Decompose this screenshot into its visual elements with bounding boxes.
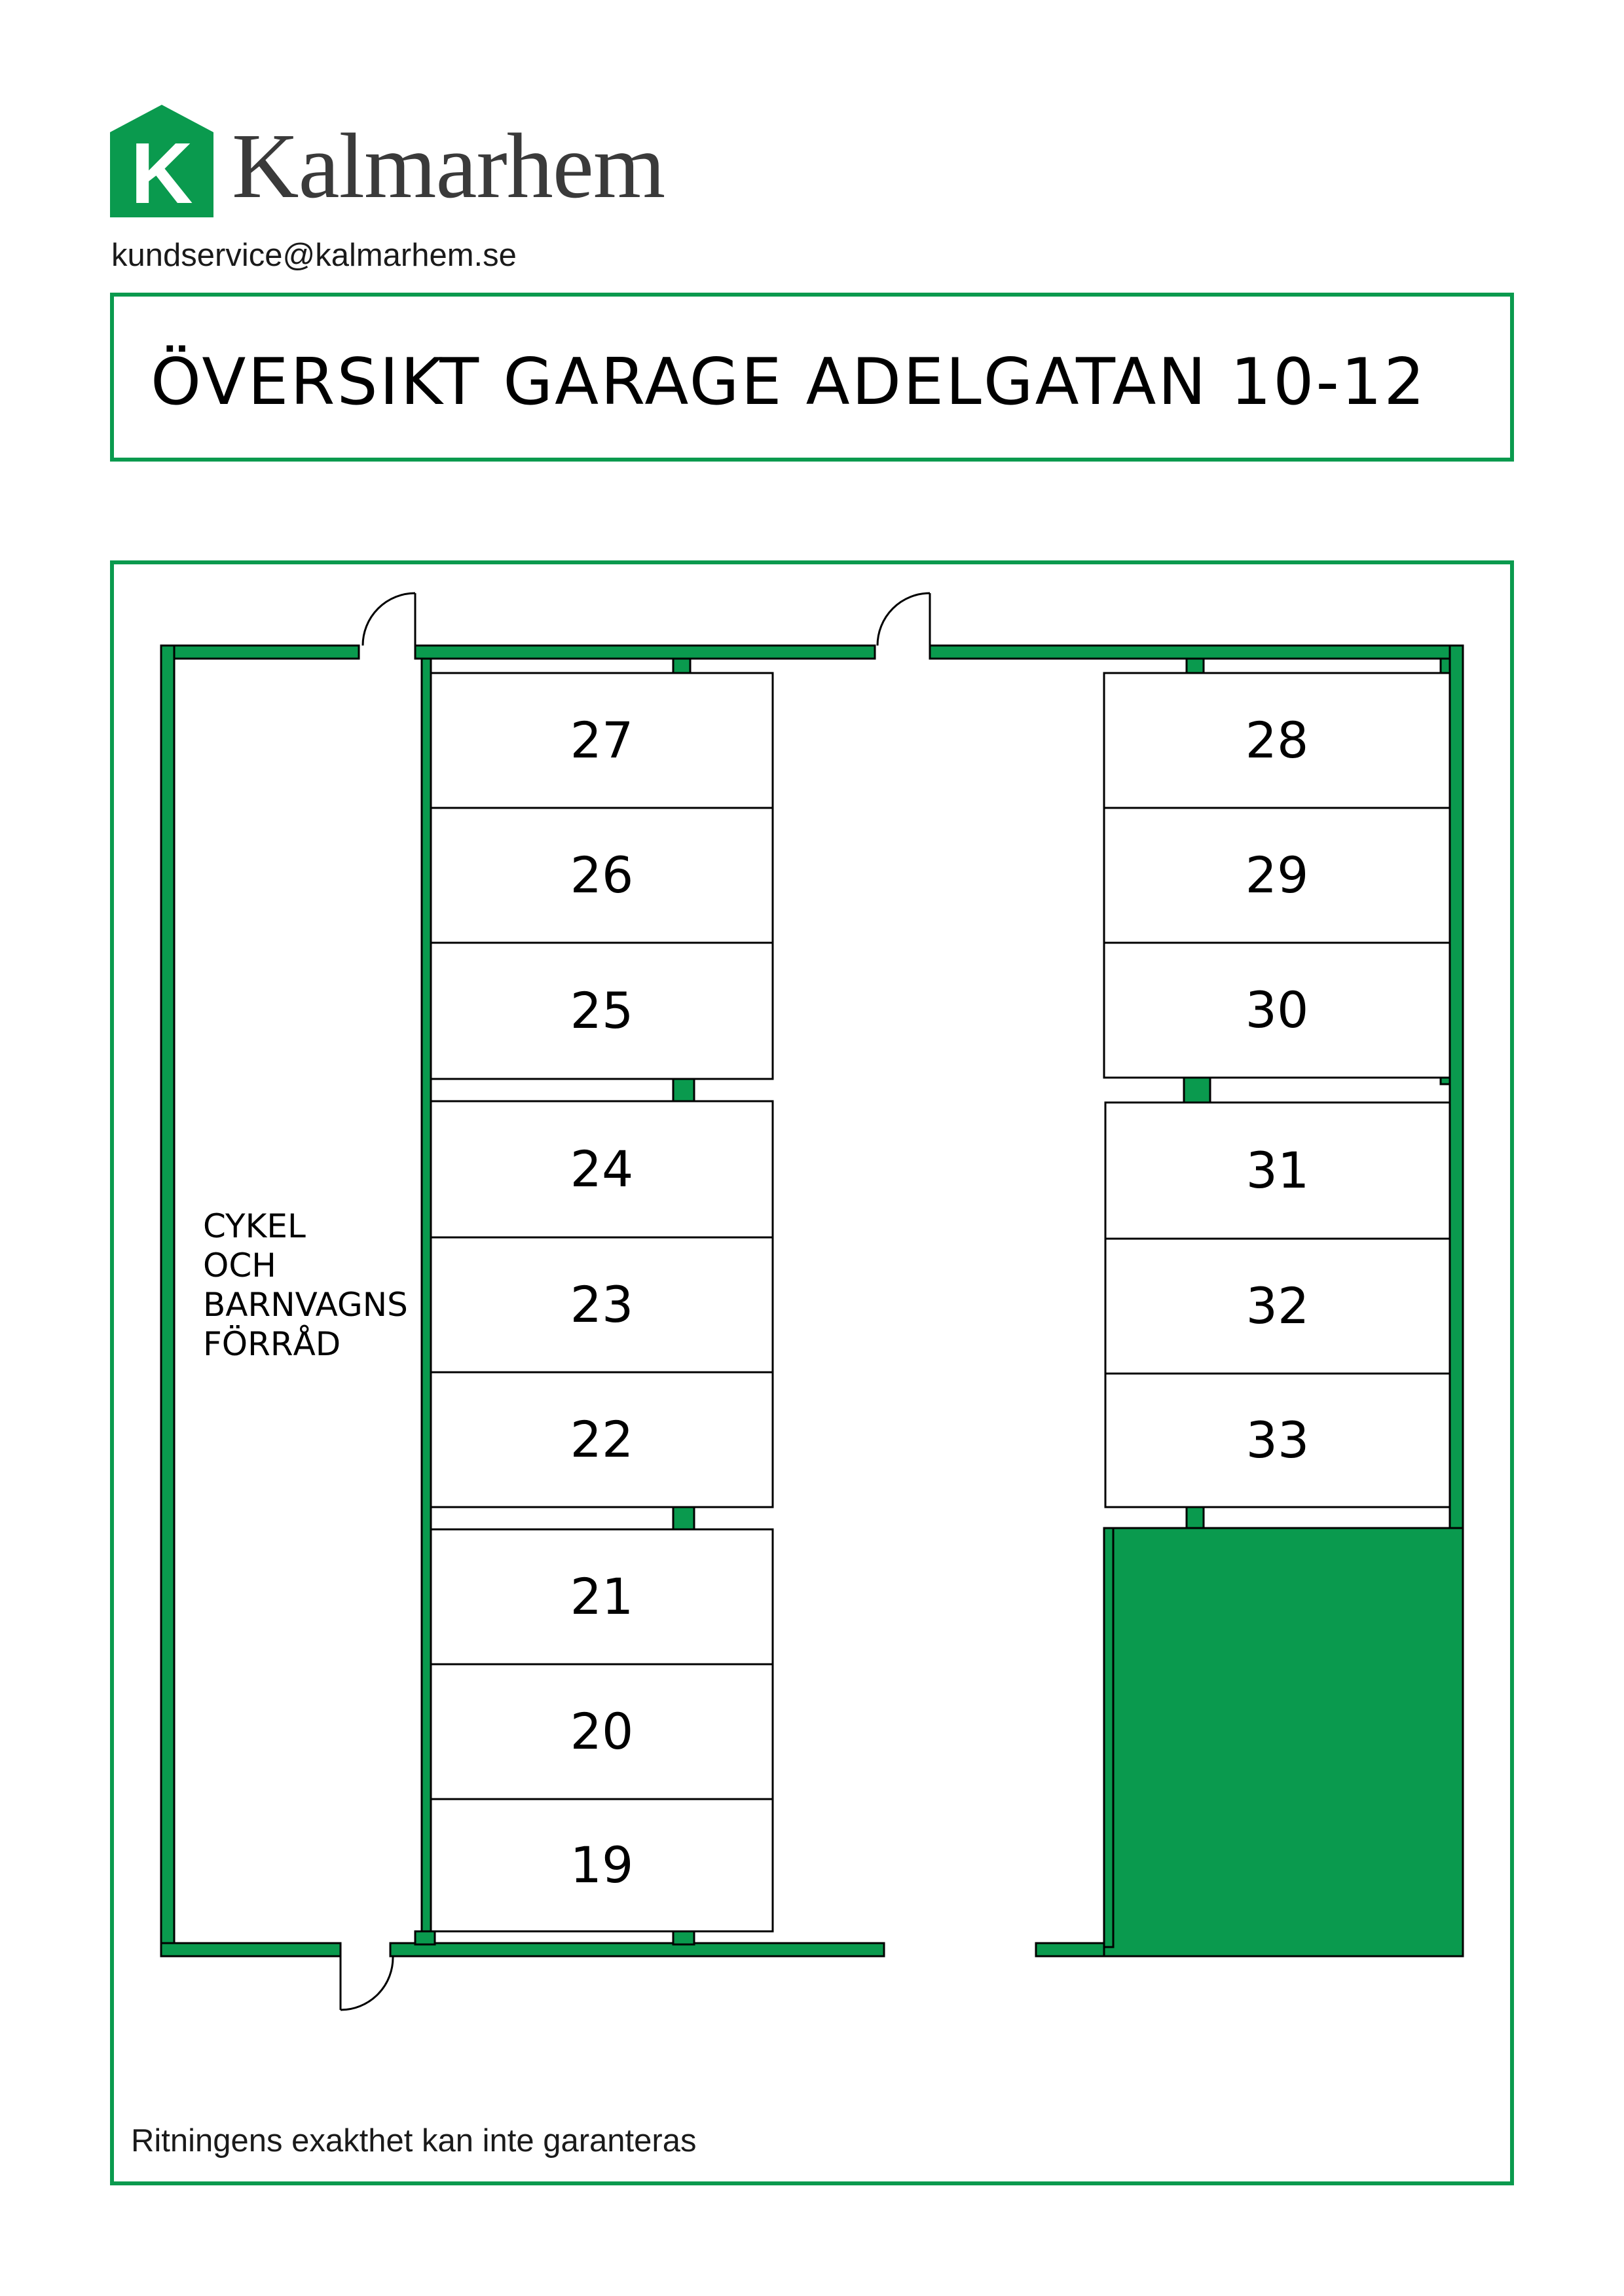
left-space-label-25: 25 [570, 981, 634, 1040]
logo-letter: K [130, 125, 193, 217]
door-top-left [363, 593, 415, 652]
right-space-label-29: 29 [1245, 846, 1309, 904]
right-space-label-30: 30 [1245, 981, 1309, 1039]
storage-line-1: CYKEL [203, 1207, 306, 1245]
left-space-label-24: 24 [570, 1140, 634, 1198]
left-space-label-27: 27 [570, 711, 634, 769]
brand-name: Kalmarhem [232, 114, 665, 217]
wall-bottom-middle [390, 1943, 884, 1956]
wall-top-right [930, 646, 1463, 659]
wall-left [161, 646, 174, 1954]
left-parking-spaces [431, 673, 773, 1931]
wall-top-middle [415, 646, 875, 659]
left-space-label-20: 20 [570, 1702, 634, 1760]
right-parking-spaces [1104, 673, 1450, 1507]
contact-email[interactable]: kundservice@kalmarhem.se [111, 238, 517, 273]
left-space-label-21: 21 [570, 1567, 634, 1626]
storage-line-3: BARNVAGNS [203, 1286, 408, 1324]
right-space-label-32: 32 [1246, 1277, 1310, 1335]
partition-wall [422, 659, 431, 1943]
storage-line-2: OCH [203, 1247, 276, 1285]
page-title: ÖVERSIKT GARAGE ADELGATAN 10-12 [151, 345, 1427, 420]
right-lower-wall [1104, 1528, 1113, 1947]
storage-room-label [203, 1207, 408, 1363]
door-top-right [877, 593, 930, 652]
left-space-label-22: 22 [570, 1410, 634, 1468]
wall-top-left [161, 646, 359, 659]
left-space-label-23: 23 [570, 1275, 634, 1334]
left-space-label-19: 19 [570, 1836, 634, 1894]
right-bottom-filled-area [1104, 1528, 1463, 1956]
storage-line-4: FÖRRÅD [203, 1325, 341, 1363]
left-space-label-26: 26 [570, 846, 634, 904]
door-bottom [341, 1956, 393, 2010]
right-space-label-31: 31 [1246, 1141, 1310, 1199]
wall-bottom-left [161, 1943, 341, 1956]
right-space-label-33: 33 [1246, 1411, 1310, 1469]
disclaimer: Ritningens exakthet kan inte garanteras [131, 2123, 697, 2159]
right-space-label-28: 28 [1245, 711, 1309, 769]
